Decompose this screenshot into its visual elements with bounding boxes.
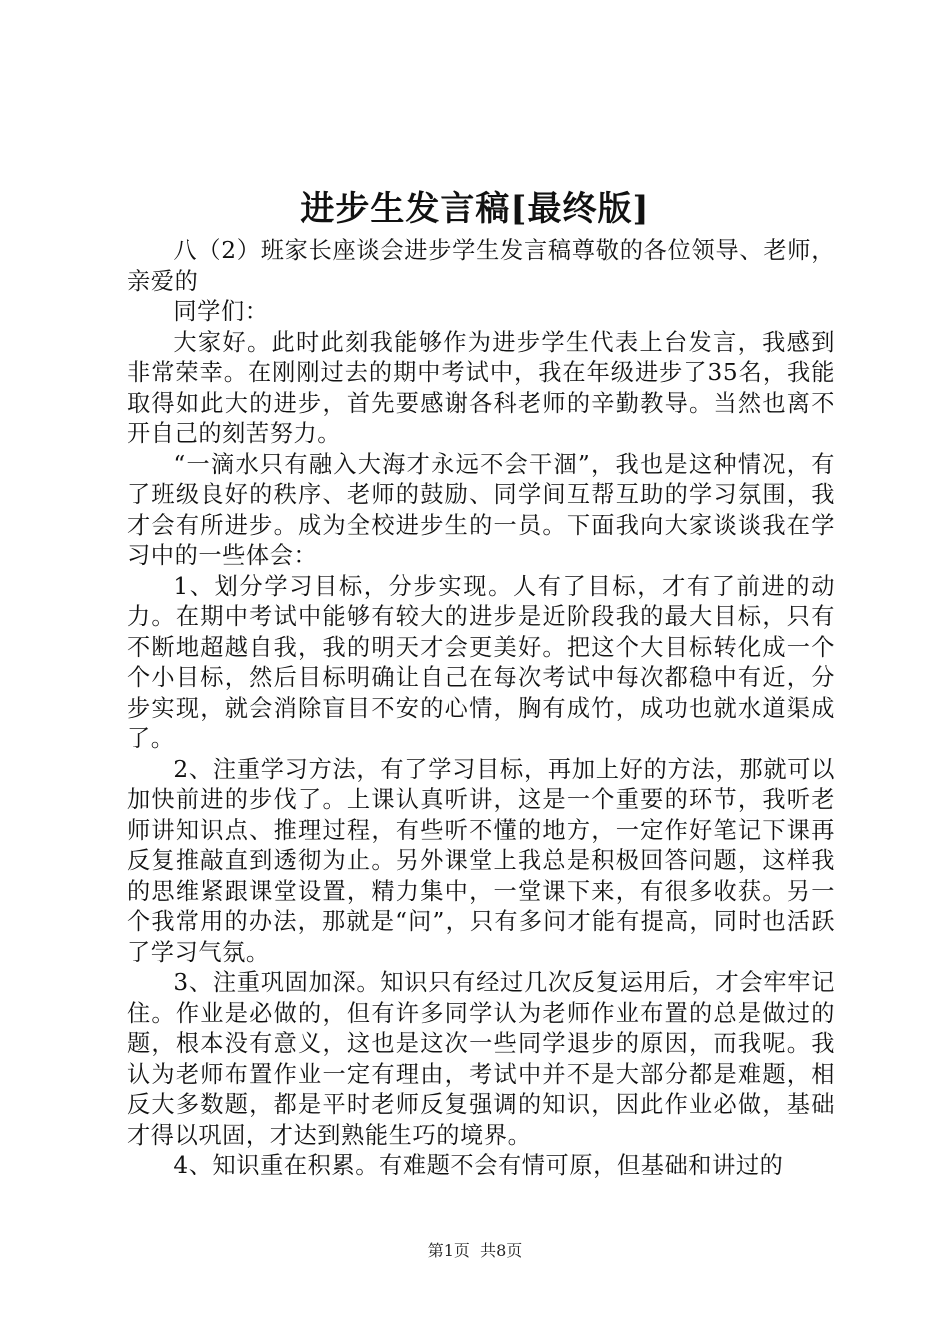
paragraph-salutation: 同学们： bbox=[173, 298, 269, 325]
document-body bbox=[127, 236, 835, 1182]
page-number: 第1页 共8页 bbox=[427, 1241, 523, 1260]
document-title: 进步生发言稿[最终版] bbox=[300, 189, 650, 229]
paragraph-point-3: 3、注重巩固加深。知识只有经过几次反复运用后，才会牢牢记住。作业是必做的，但有许多同学认为老师作业布置的总是做过的题，根本没有意义，这也是这次一些同学退步的原因，而我呢。我认为老师布置作业一定有理由，考试中并不是大部分都是难题，相反大多数题，都是平时老师反复强调的知识，因此作业必做，基础才得以巩固，才达到熟能生巧的境界。 bbox=[127, 969, 835, 1149]
paragraph-point-1: 1、划分学习目标，分步实现。人有了目标，才有了前进的动力。在期中考试中能够有较大的进步是近阶段我的最大目标，只有不断地超越自我，我的明天才会更美好。把这个大目标转化成一个个小目标，然后目标明确让自己在每次考试中每次都稳中有近，分步实现，就会消除盲目不安的心情，胸有成竹，成功也就水道渠成了。 bbox=[127, 572, 835, 752]
paragraph-greeting: 大家好。此时此刻我能够作为进步学生代表上台发言，我感到非常荣幸。在刚刚过去的期中考试中，我在年级进步了35名，我能取得如此大的进步，首先要感谢各科老师的辛勤教导。当然也离不开自己的刻苦努力。 bbox=[127, 328, 835, 447]
paragraph-point-2: 2、注重学习方法，有了学习目标，再加上好的方法，那就可以加快前进的步伐了。上课认真听讲，这是一个重要的环节，我听老师讲知识点、推理过程，有些听不懂的地方，一定作好笔记下课再反复推敲直到透彻为止。另外课堂上我总是积极回答问题，这样我的思维紧跟课堂设置，精力集中，一堂课下来，有很多收获。另一个我常用的办法，那就是“问”，只有多问才能有提高，同时也活跃了学习气氛。 bbox=[127, 755, 835, 966]
paragraph-quote: “一滴水只有融入大海才永远不会干涸”，我也是这种情况，有了班级良好的秩序、老师的鼓励、同学间互帮互助的学习氛围，我才会有所进步。成为全校进步生的一员。下面我向大家谈谈我在学习中的一些体会： bbox=[127, 450, 835, 569]
paragraph-intro: 八（2）班家长座谈会进步学生发言稿尊敬的各位领导、老师，亲爱的 bbox=[127, 237, 835, 295]
paragraph-point-4: 4、知识重在积累。有难题不会有情可原，但基础和讲过的 bbox=[173, 1152, 784, 1179]
page-footer bbox=[0, 1240, 950, 1262]
